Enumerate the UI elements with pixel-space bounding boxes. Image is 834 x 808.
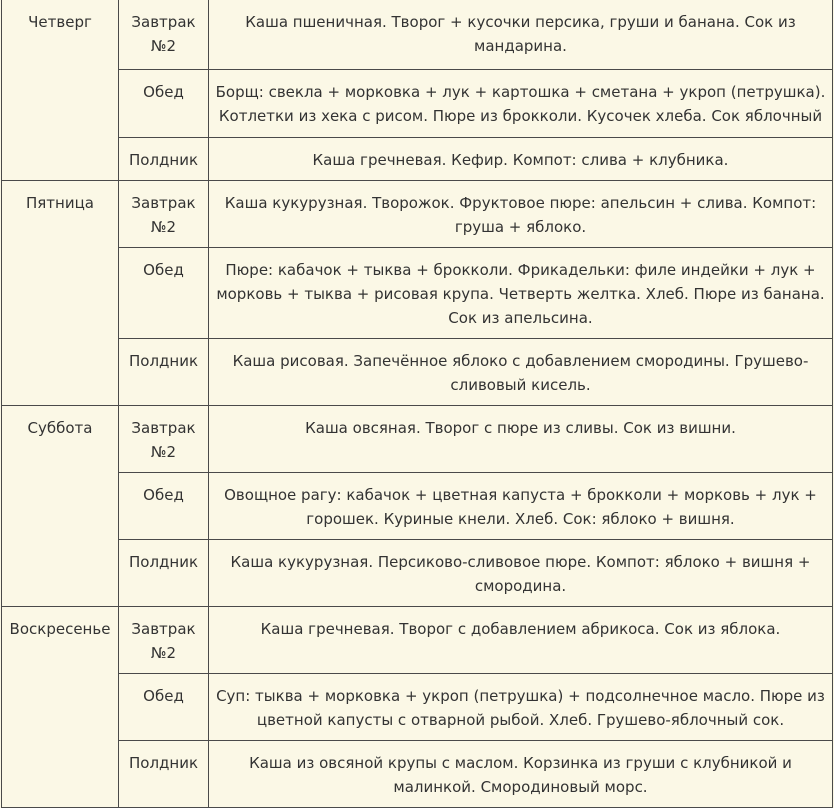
food-cell: Каша гречневая. Творог с добавлением абрикоса. Сок из яблока.: [209, 606, 833, 673]
table-row: [2, 740, 833, 807]
table-row: [2, 247, 833, 338]
food-cell: Каша из овсяной крупы с маслом. Корзинка из груши с клубникой и малинкой. Смородиновый морс.: [209, 740, 833, 807]
table-row: [2, 137, 833, 180]
meal-cell: Завтрак №2: [119, 405, 209, 472]
food-cell: Каша гречневая. Кефир. Компот: слива + клубника.: [209, 137, 833, 180]
table-row: [2, 338, 833, 405]
table-row: [2, 69, 833, 137]
menu-table: [1, 0, 833, 808]
meal-cell: Обед: [119, 69, 209, 137]
day-cell: Суббота: [2, 405, 119, 606]
day-cell: Пятница: [2, 180, 119, 405]
meal-cell: Завтрак №2: [119, 180, 209, 247]
meal-cell: Обед: [119, 472, 209, 539]
day-cell: Воскресенье: [2, 606, 119, 807]
food-cell: Каша кукурузная. Персиково-сливовое пюре. Компот: яблоко + вишня + смородина.: [209, 539, 833, 606]
food-cell: Пюре: кабачок + тыква + брокколи. Фрикадельки: филе индейки + лук + морковь + тыква + рисовая крупа. Четверть желтка. Хлеб. Пюре из банана. Сок из апельсина.: [209, 247, 833, 338]
food-cell: Каша овсяная. Творог с пюре из сливы. Сок из вишни.: [209, 405, 833, 472]
table-row: [2, 673, 833, 740]
food-cell: Каша кукурузная. Творожок. Фруктовое пюре: апельсин + слива. Компот: груша + яблоко.: [209, 180, 833, 247]
meal-cell: Полдник: [119, 539, 209, 606]
table-row: [2, 180, 833, 247]
table-row: [2, 0, 833, 69]
day-cell: Четверг: [2, 0, 119, 180]
meal-cell: Завтрак №2: [119, 606, 209, 673]
meal-cell: Обед: [119, 673, 209, 740]
meal-cell: Обед: [119, 247, 209, 338]
table-row: [2, 405, 833, 472]
meal-cell: Полдник: [119, 338, 209, 405]
meal-cell: Полдник: [119, 740, 209, 807]
food-cell: Овощное рагу: кабачок + цветная капуста + брокколи + морковь + лук + горошек. Куриные кнели. Хлеб. Сок: яблоко + вишня.: [209, 472, 833, 539]
meal-cell: Завтрак №2: [119, 0, 209, 69]
food-cell: Суп: тыква + морковка + укроп (петрушка) + подсолнечное масло. Пюре из цветной капусты с отварной рыбой. Хлеб. Грушево-яблочный сок.: [209, 673, 833, 740]
table-row: [2, 472, 833, 539]
table-row: [2, 606, 833, 673]
meal-cell: Полдник: [119, 137, 209, 180]
table-row: [2, 539, 833, 606]
food-cell: Каша пшеничная. Творог + кусочки персика, груши и банана. Сок из мандарина.: [209, 0, 833, 69]
food-cell: Борщ: свекла + морковка + лук + картошка + сметана + укроп (петрушка). Котлетки из хека с рисом. Пюре из брокколи. Кусочек хлеба. Сок яблочный: [209, 69, 833, 137]
food-cell: Каша рисовая. Запечённое яблоко с добавлением смородины. Грушево-сливовый кисель.: [209, 338, 833, 405]
